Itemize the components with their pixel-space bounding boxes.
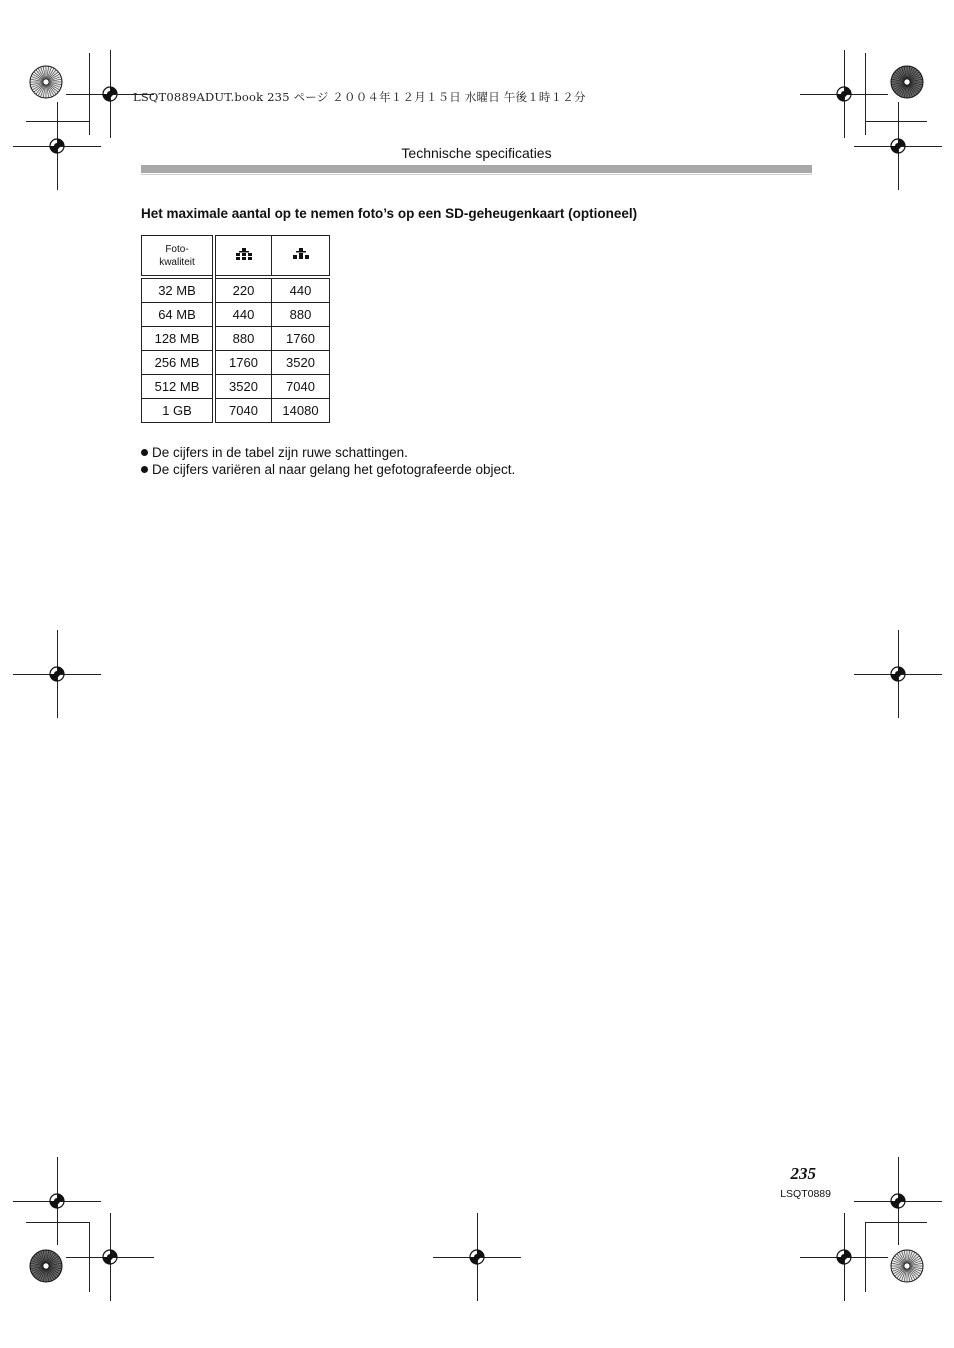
header-cell-quality <box>142 236 215 278</box>
cell-fine: 440 <box>214 303 272 327</box>
table-row <box>142 375 330 399</box>
cell-size: 512 MB <box>142 375 215 399</box>
registration-mark-icon <box>887 135 909 157</box>
table-row <box>142 277 330 303</box>
table-row <box>142 327 330 351</box>
color-rosette-icon <box>29 1249 63 1283</box>
crop-line <box>865 1222 927 1223</box>
registration-mark-icon <box>46 135 68 157</box>
note-text: De cijfers variëren al naar gelang het gefotografeerde object. <box>152 462 516 477</box>
cell-fine: 220 <box>214 277 272 303</box>
registration-mark-icon <box>833 83 855 105</box>
registration-mark-icon <box>99 1246 121 1268</box>
registration-mark-icon <box>887 663 909 685</box>
header-cell-fine <box>214 236 272 278</box>
notes-list <box>141 444 515 478</box>
header-cell-normal <box>272 236 330 278</box>
crop-line <box>865 121 927 122</box>
page-number: 235 <box>790 1164 816 1183</box>
registration-mark-icon <box>833 1246 855 1268</box>
cell-normal: 7040 <box>272 375 330 399</box>
fine-quality-icon <box>235 248 253 260</box>
registration-mark-icon <box>99 83 121 105</box>
cell-size: 64 MB <box>142 303 215 327</box>
registration-mark-icon <box>46 1190 68 1212</box>
cell-normal: 440 <box>272 277 330 303</box>
registration-mark-icon <box>466 1246 488 1268</box>
cell-size: 128 MB <box>142 327 215 351</box>
quality-label: Foto- kwaliteit <box>159 243 195 268</box>
cell-size: 256 MB <box>142 351 215 375</box>
color-rosette-icon <box>890 65 924 99</box>
cell-size: 32 MB <box>142 277 215 303</box>
section-title: Technische specificaties <box>401 145 552 161</box>
list-item <box>141 461 515 478</box>
cell-size: 1 GB <box>142 399 215 423</box>
note-text: De cijfers in de tabel zijn ruwe schattingen. <box>152 445 408 460</box>
color-rosette-icon <box>29 65 63 99</box>
table-header-row <box>142 236 330 278</box>
cell-fine: 3520 <box>214 375 272 399</box>
normal-quality-icon <box>292 248 310 260</box>
crop-line <box>26 121 90 122</box>
cell-fine: 880 <box>214 327 272 351</box>
table-row <box>142 303 330 327</box>
cell-normal: 3520 <box>272 351 330 375</box>
registration-mark-icon <box>46 663 68 685</box>
cell-fine: 7040 <box>214 399 272 423</box>
bullet-icon <box>141 449 148 456</box>
bullet-icon <box>141 466 148 473</box>
list-item <box>141 444 515 461</box>
table-row <box>142 399 330 423</box>
cell-normal: 1760 <box>272 327 330 351</box>
file-header: LSQT0889ADUT.book 235 ページ ２００４年１２月１５日 水曜日 午後１時１２分 <box>133 90 586 104</box>
document-code: LSQT0889 <box>780 1188 831 1200</box>
color-rosette-icon <box>890 1249 924 1283</box>
registration-mark-icon <box>887 1190 909 1212</box>
crop-line <box>26 1222 90 1223</box>
capacity-table <box>141 235 330 423</box>
table-row <box>142 351 330 375</box>
cell-normal: 880 <box>272 303 330 327</box>
section-rule <box>141 165 812 173</box>
cell-normal: 14080 <box>272 399 330 423</box>
table-heading: Het maximale aantal op te nemen foto’s op een SD-geheugenkaart (optioneel) <box>141 206 638 221</box>
cell-fine: 1760 <box>214 351 272 375</box>
